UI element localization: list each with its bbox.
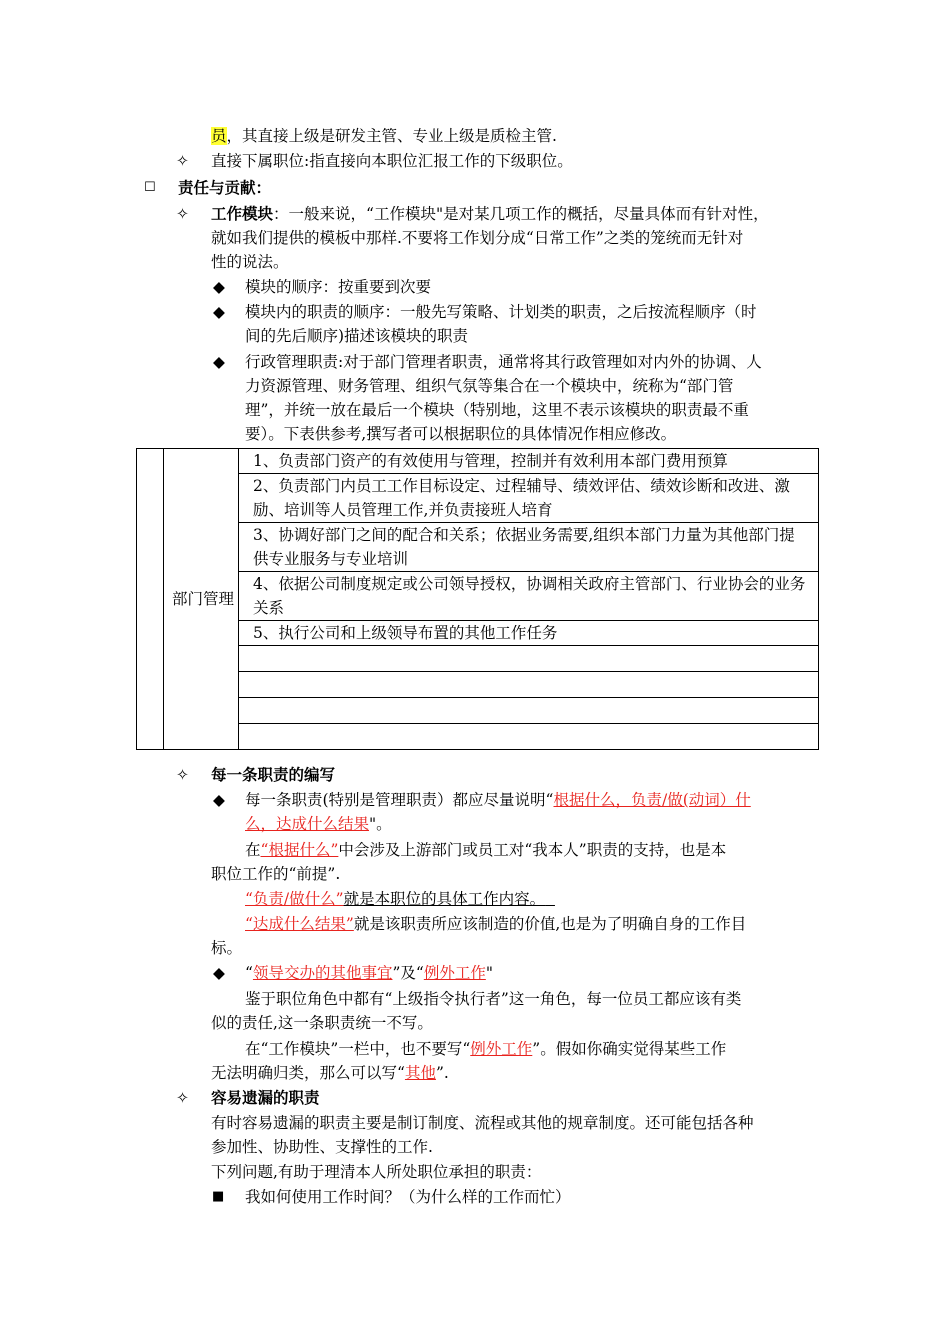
table-row bbox=[137, 621, 819, 646]
intro-text: ，其直接上级是研发主管、专业上级是质检主管. bbox=[226, 127, 557, 145]
red-text: 例外工作 bbox=[470, 1040, 533, 1058]
duty-cell: 1、负责部门资产的有效使用与管理，控制并有效利用本部门费用预算 bbox=[239, 449, 819, 474]
module-text-1: ：一般来说，“工作模块"是对某几项工作的概括，尽量具体而有针对性， bbox=[273, 205, 769, 223]
text: 就是该职责所应该制造的价值,也是为了明确自身的工作目 bbox=[353, 915, 747, 933]
table-row bbox=[137, 523, 819, 572]
writing-p4-line1: 鉴于职位角色中都有“上级指令执行者”这一角色，每一位员工都应该有类 bbox=[245, 990, 742, 1008]
diamond-bullet-icon: ◆ bbox=[213, 278, 225, 296]
table-row bbox=[137, 672, 819, 698]
writing-p5-line1 bbox=[245, 1038, 726, 1060]
duty-cell: 3、协调好部门之间的配合和关系；依据业务需要,组织本部门力量为其他部门提供专业服务与专业培训 bbox=[239, 523, 819, 572]
empty-cell bbox=[239, 646, 819, 672]
module-line-3: 性的说法。 bbox=[211, 253, 289, 271]
text: ”及“ bbox=[392, 964, 424, 982]
writing-p3-line1 bbox=[245, 913, 746, 935]
red-text: 其他 bbox=[404, 1064, 436, 1082]
bullet-admin-1: 行政管理职责:对于部门管理者职责，通常将其行政管理如对内外的协调、人 bbox=[245, 353, 762, 371]
square-bullet-icon: ☐ bbox=[144, 180, 156, 195]
writing-p2 bbox=[245, 888, 555, 910]
missing-heading: 容易遗漏的职责 bbox=[211, 1088, 320, 1107]
hollow-star-bullet-icon: ✧ bbox=[176, 152, 189, 170]
text: “ bbox=[245, 964, 253, 982]
table-empty-col bbox=[137, 449, 164, 750]
table-row bbox=[137, 449, 819, 474]
writing-p1-line2: 职位工作的“前提”. bbox=[211, 865, 341, 883]
responsibility-heading: 责任与贡献： bbox=[178, 178, 272, 197]
duty-cell: 5、执行公司和上级领导布置的其他工作任务 bbox=[239, 621, 819, 646]
missing-line-2: 参加性、协助性、支撑性的工作. bbox=[211, 1138, 433, 1156]
bullet-admin-3: 理”，并统一放在最后一个模块（特别地，这里不表示该模块的职责最不重 bbox=[245, 401, 749, 419]
missing-line-3: 下列问题,有助于理清本人所处职位承担的职责： bbox=[211, 1163, 542, 1181]
table-row bbox=[137, 724, 819, 750]
hollow-star-bullet-icon: ✧ bbox=[176, 1089, 189, 1107]
red-text: 例外工作 bbox=[423, 964, 486, 982]
duty-cell: 2、负责部门内员工工作目标设定、过程辅导、绩效评估、绩效诊断和改进、激励、培训等人员管理工作,并负责接班人培育 bbox=[239, 474, 819, 523]
writing-heading: 每一条职责的编写 bbox=[211, 765, 336, 784]
writing-p3-line2: 标。 bbox=[211, 939, 243, 957]
empty-cell bbox=[239, 672, 819, 698]
writing-b1-line1 bbox=[245, 789, 751, 811]
table-row bbox=[137, 572, 819, 621]
question-1: 我如何使用工作时间？（为什么样的工作而忙） bbox=[245, 1188, 571, 1206]
writing-p5-line2 bbox=[211, 1062, 449, 1084]
text: ”。假如你确实觉得某些工作 bbox=[532, 1040, 727, 1058]
text: ”. bbox=[435, 1064, 449, 1082]
red-text: “达成什么结果” bbox=[245, 915, 354, 933]
bullet-admin-4: 要）。下表供参考,撰写者可以根据职位的具体情况作相应修改。 bbox=[245, 425, 677, 443]
text: "。 bbox=[369, 815, 392, 833]
table-row bbox=[137, 646, 819, 672]
text: 在“工作模块”一栏中，也不要写“ bbox=[245, 1040, 471, 1058]
text: 在 bbox=[245, 841, 261, 859]
writing-p4-line2: 似的责任,这一条职责统一不写。 bbox=[211, 1014, 433, 1032]
red-text: 领导交办的其他事宜 bbox=[252, 964, 393, 982]
text: " bbox=[485, 964, 493, 982]
module-cell: 部门管理 bbox=[164, 449, 239, 750]
intro-line bbox=[211, 125, 557, 147]
diamond-bullet-icon: ◆ bbox=[213, 353, 225, 371]
bullet-inner-order-2: 间的先后顺序)描述该模块的职责 bbox=[245, 327, 469, 345]
highlighted-text: 员 bbox=[211, 127, 227, 145]
writing-p1-line1 bbox=[245, 839, 726, 861]
red-text: 么，达成什么结果 bbox=[245, 815, 370, 833]
diamond-bullet-icon: ◆ bbox=[213, 791, 225, 809]
diamond-bullet-icon: ◆ bbox=[213, 303, 225, 321]
empty-cell bbox=[239, 724, 819, 750]
diamond-bullet-icon: ◆ bbox=[213, 964, 225, 982]
bullet-order: 模块的顺序：按重要到次要 bbox=[245, 278, 432, 296]
module-line-2: 就如我们提供的模板中那样.不要将工作划分成“日常工作”之类的笼统而无针对 bbox=[211, 229, 744, 247]
filled-square-bullet-icon: ■ bbox=[212, 1189, 225, 1204]
missing-line-1: 有时容易遗漏的职责主要是制订制度、流程或其他的规章制度。还可能包括各种 bbox=[211, 1114, 754, 1132]
red-text: “负责/做什么” bbox=[245, 890, 344, 908]
module-label: 工作模块 bbox=[211, 204, 274, 223]
bullet-inner-order-1: 模块内的职责的顺序：一般先写策略、计划类的职责，之后按流程顺序（时 bbox=[245, 303, 757, 321]
duty-table bbox=[136, 448, 819, 750]
text: 中会涉及上游部门或员工对“我本人”职责的支持，也是本 bbox=[338, 841, 727, 859]
table-row bbox=[137, 474, 819, 523]
bullet-admin-2: 力资源管理、财务管理、组织气氛等集合在一个模块中，统称为“部门管 bbox=[245, 377, 734, 395]
subordinate-text: 直接下属职位:指直接向本职位汇报工作的下级职位。 bbox=[211, 152, 573, 170]
red-text: “根据什么” bbox=[260, 841, 339, 859]
hollow-star-bullet-icon: ✧ bbox=[176, 766, 189, 784]
text: 就是本职位的具体工作内容。 bbox=[343, 890, 546, 908]
red-text: 根据什么，负责/做(动词）什 bbox=[553, 791, 751, 809]
module-line-1 bbox=[211, 203, 769, 225]
table-row bbox=[137, 698, 819, 724]
text: 无法明确归类，那么可以写“ bbox=[211, 1064, 405, 1082]
duty-cell: 4、依据公司制度规定或公司领导授权，协调相关政府主管部门、行业协会的业务关系 bbox=[239, 572, 819, 621]
text: 每一条职责(特别是管理职责）都应尽量说明“ bbox=[245, 791, 554, 809]
hollow-star-bullet-icon: ✧ bbox=[176, 205, 189, 223]
empty-cell bbox=[239, 698, 819, 724]
writing-b1-line2 bbox=[245, 813, 392, 835]
writing-b2 bbox=[245, 962, 493, 984]
